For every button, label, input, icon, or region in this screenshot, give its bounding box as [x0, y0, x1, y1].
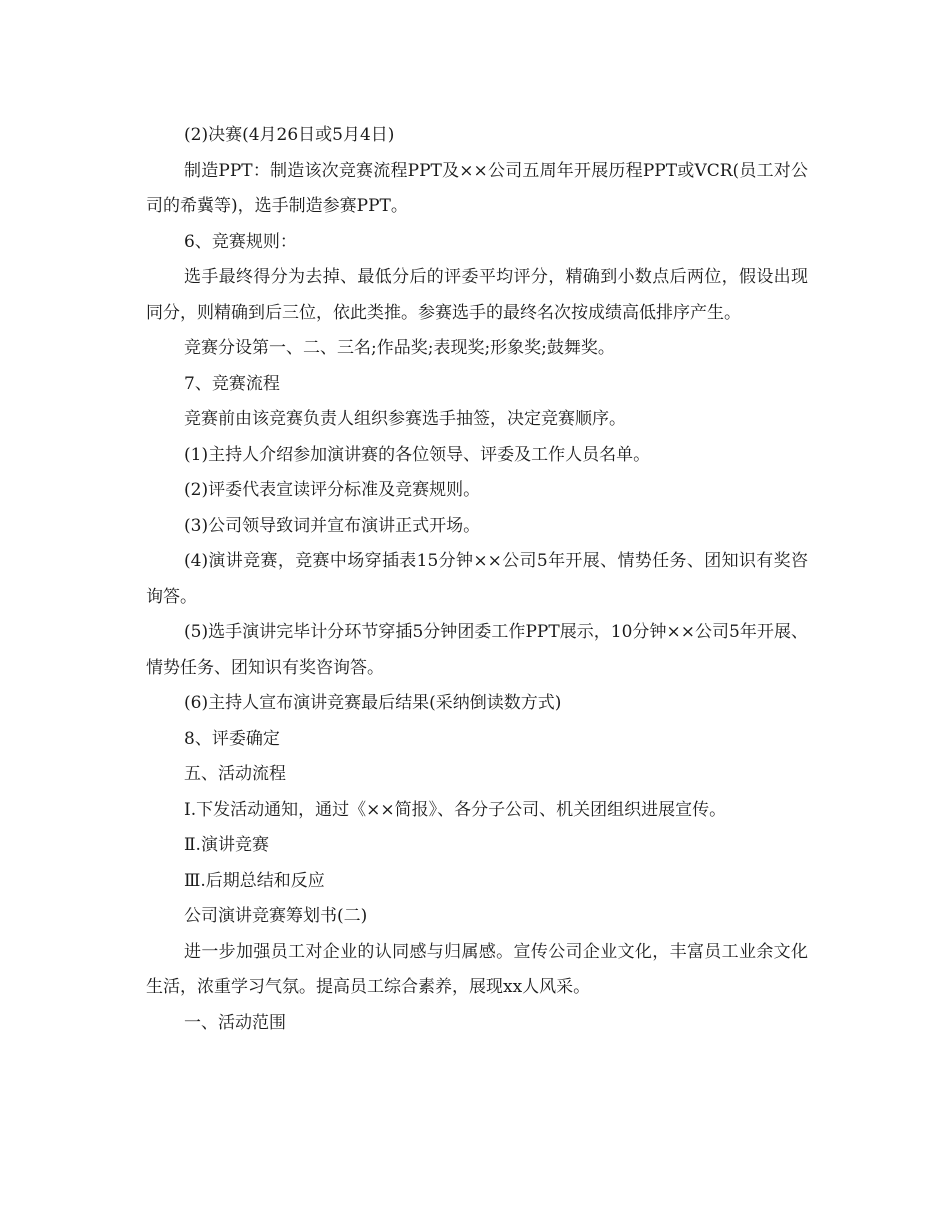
heading-competition-rules: 6、竞赛规则： [184, 231, 297, 252]
document-body [146, 118, 808, 1041]
list-item-step-1: (1)主持人介绍参加演讲赛的各位领导、评委及工作人员名单。 [184, 444, 651, 465]
heading-activity-scope: 一、活动范围 [184, 1012, 286, 1033]
paragraph-final-round: (2)决赛(4月26日或5月4日) [184, 125, 395, 145]
list-item-phase-3: Ⅲ.后期总结和反应 [184, 870, 325, 891]
list-item-phase-1: Ⅰ.下发活动通知，通过《××简报》、各分子公司、机关团组织进展宣传。 [184, 799, 727, 820]
heading-competition-process: 7、竞赛流程 [184, 373, 280, 394]
paragraph-purpose: 进一步加强员工对企业的认同感与归属感。宣传公司企业文化，丰富员工业余文化生活，浓重学习气氛。提高员工综合素养，展现xx人风采。 [146, 941, 808, 997]
heading-activity-process: 五、活动流程 [184, 764, 286, 784]
paragraph-awards: 竞赛分设第一、二、三名;作品奖;表现奖;形象奖;鼓舞奖。 [184, 338, 615, 358]
paragraph-make-ppt: 制造PPT：制造该次竞赛流程PPT及××公司五周年开展历程PPT或VCR(员工对公司的希冀等)，选手制造参赛PPT。 [146, 160, 808, 216]
list-item-step-2: (2)评委代表宣读评分标准及竞赛规则。 [184, 480, 481, 500]
heading-judges: 8、评委确定 [184, 728, 280, 749]
list-item-phase-2: Ⅱ.演讲竞赛 [184, 835, 269, 855]
heading-plan-two: 公司演讲竞赛筹划书(二) [184, 906, 368, 926]
paragraph-scoring: 选手最终得分为去掉、最低分后的评委平均评分，精确到小数点后两位，假设出现同分，则精确到后三位，依此类推。参赛选手的最终名次按成绩高低排序产生。 [146, 267, 808, 323]
paragraph-draw-lots: 竞赛前由该竞赛负责人组织参赛选手抽签，决定竞赛顺序。 [184, 409, 626, 429]
list-item-step-6: (6)主持人宣布演讲竞赛最后结果(采纳倒读数方式) [184, 693, 562, 713]
list-item-step-5: (5)选手演讲完毕计分环节穿插5分钟团委工作PPT展示，10分钟××公司5年开展、情势任务、团知识有奖咨询答。 [146, 622, 808, 678]
list-item-step-3: (3)公司领导致词并宣布演讲正式开场。 [184, 515, 481, 536]
list-item-step-4: (4)演讲竞赛，竞赛中场穿插表15分钟××公司5年开展、情势任务、团知识有奖咨询答。 [146, 551, 808, 607]
